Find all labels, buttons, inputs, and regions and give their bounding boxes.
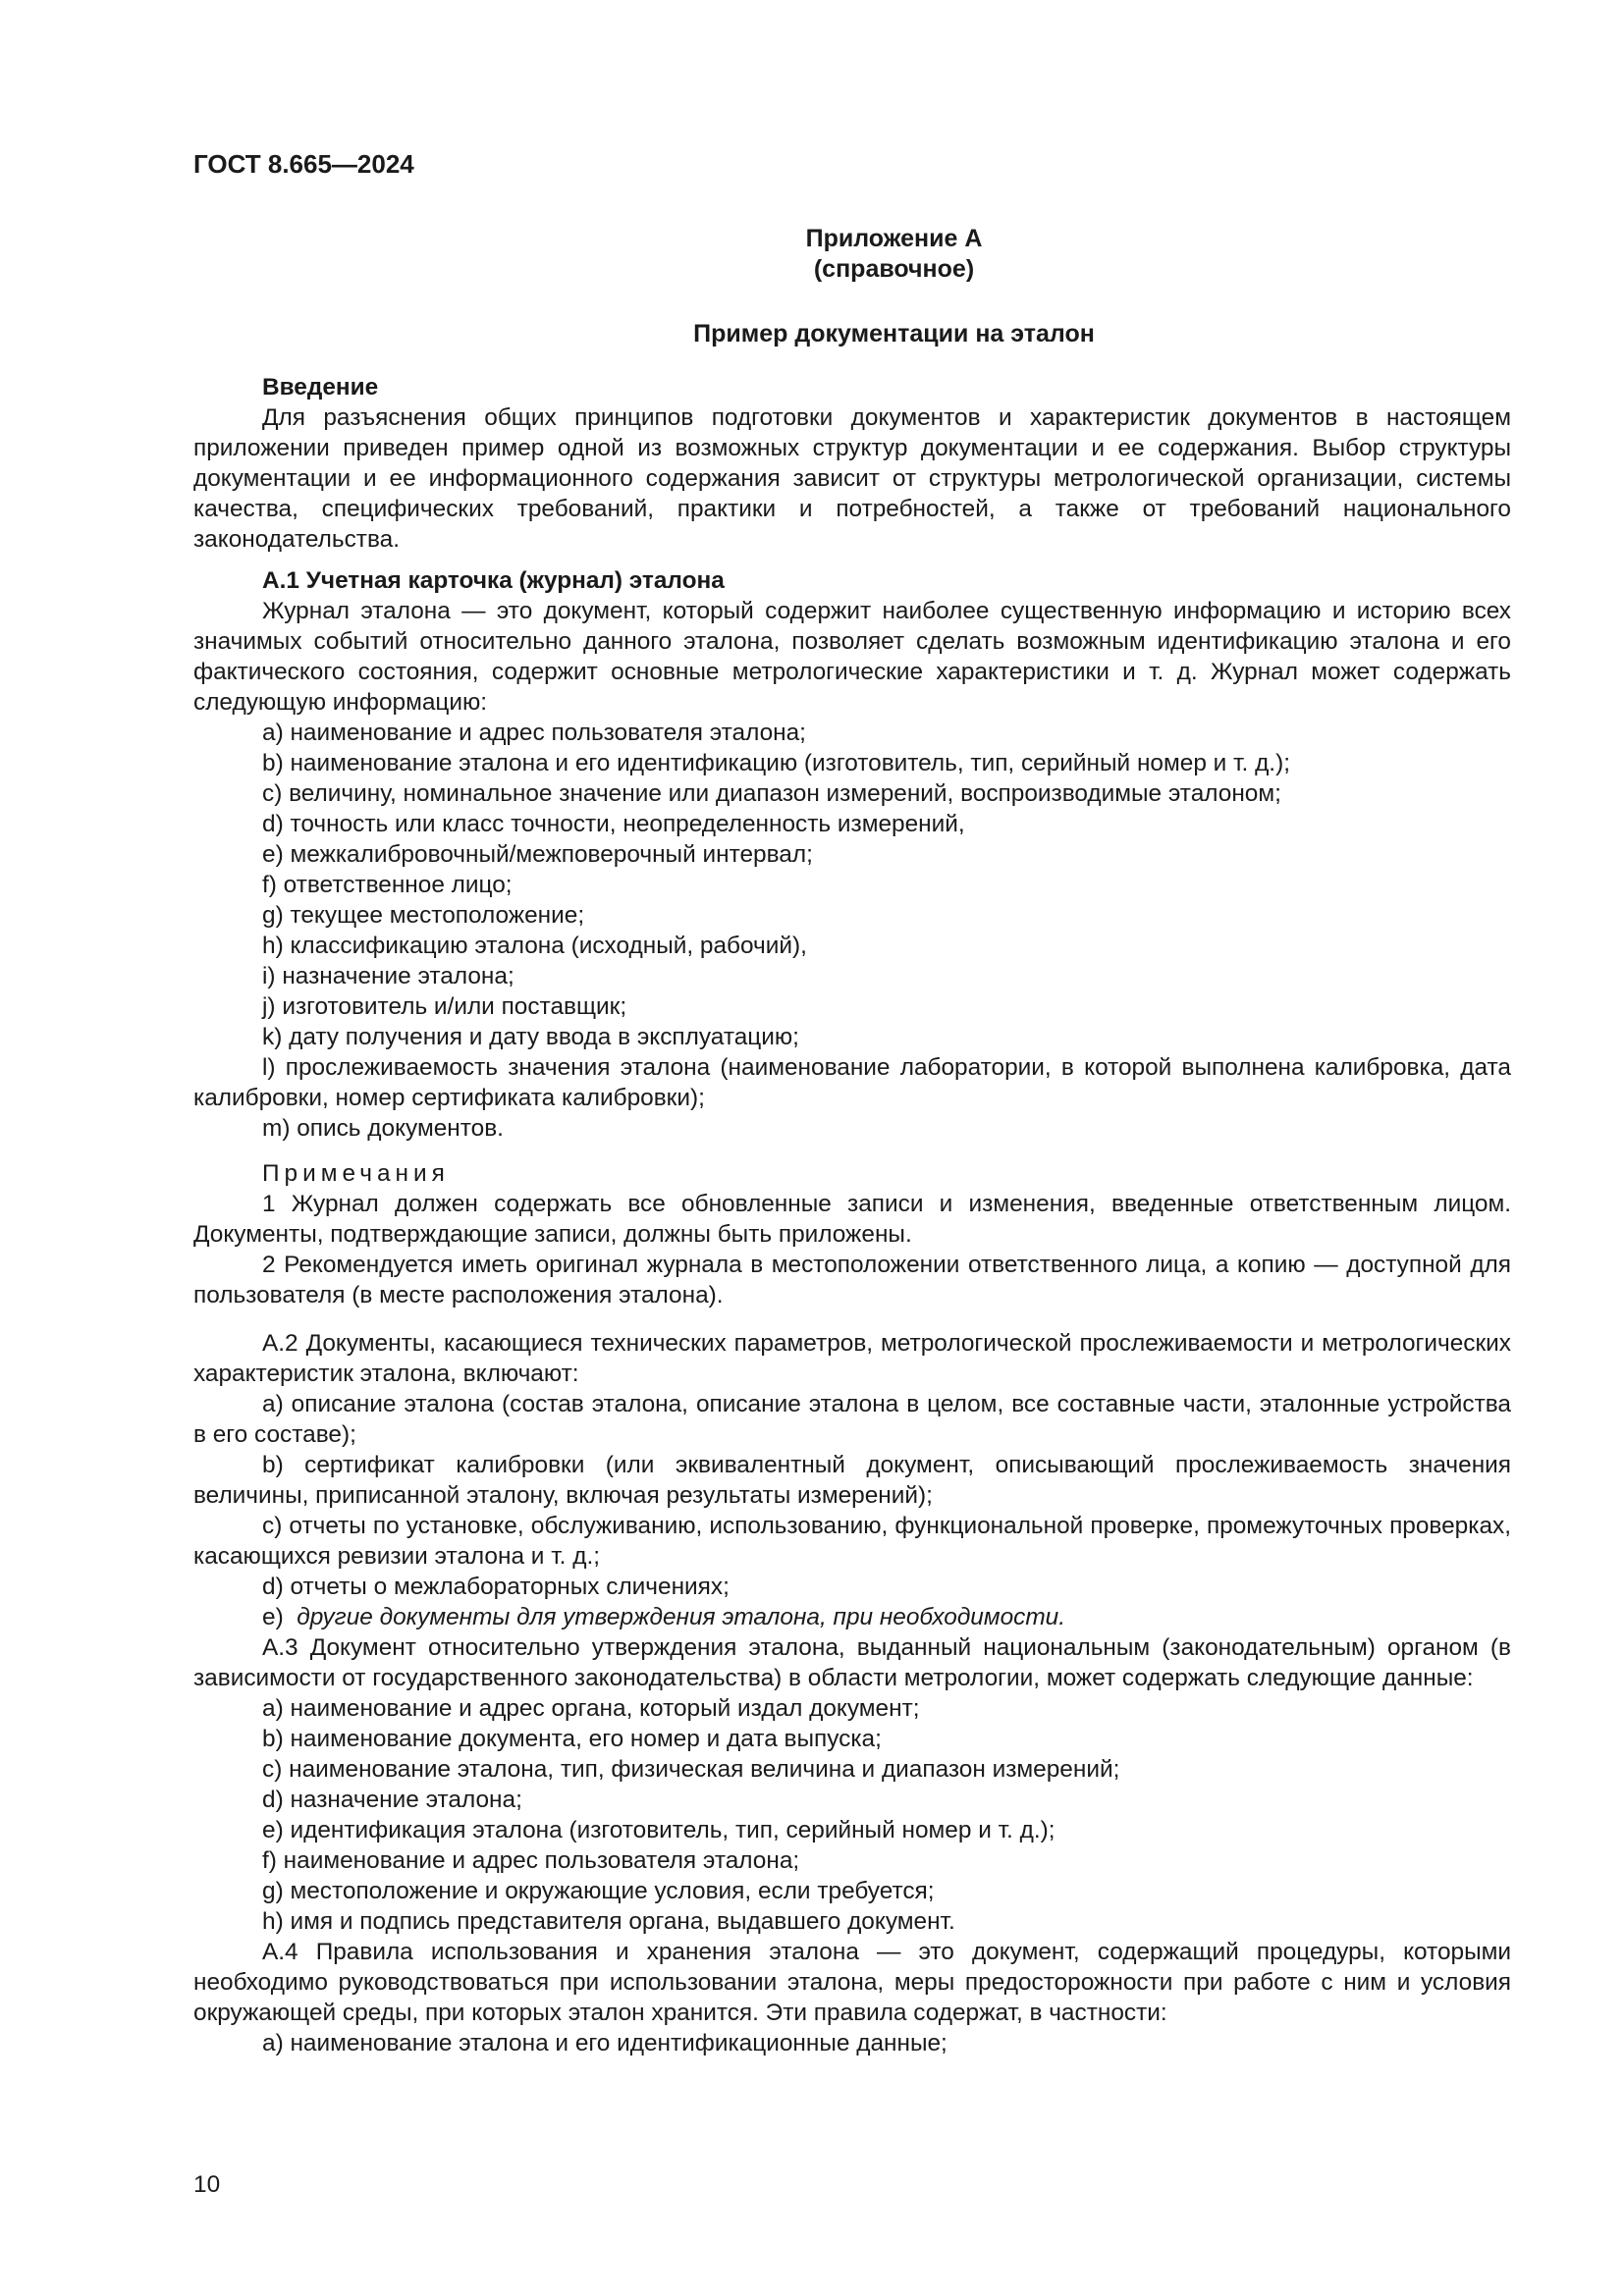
list-item: b) наименование эталона и его идентификацию (изготовитель, тип, серийный номер и т. д.); (262, 750, 1290, 776)
list-item: h) имя и подпись представителя органа, выдавшего документ. (262, 1908, 955, 1935)
list-item: g) текущее местоположение; (262, 902, 585, 929)
list-item: m) опись документов. (262, 1115, 504, 1142)
list-item (193, 1602, 1511, 1632)
list-item: f) наименование и адрес пользователя эталона; (262, 1847, 800, 1874)
list-item: c) величину, номинальное значение или диапазон измерений, воспроизводимые эталоном; (262, 780, 1281, 807)
list-item: i) назначение эталона; (262, 963, 514, 989)
list-item: e) межкалибровочный/межповерочный интервал; (262, 841, 813, 868)
section-a2-paragraph: А.2 Документы, касающиеся технических параметров, метрологической прослеживаемости и метрологических характеристик эталона, включают: (193, 1330, 1511, 1387)
notes-heading: Примечания (262, 1160, 450, 1187)
appendix-subtitle: (справочное) (813, 255, 975, 283)
list-item: c) отчеты по установке, обслуживанию, использованию, функциональной проверке, промежуточных проверках, касающихся ревизии эталона и т. д.; (193, 1513, 1511, 1570)
list-item: a) наименование эталона и его идентификационные данные; (262, 2030, 947, 2056)
list-item: b) сертификат калибровки (или эквивалентный документ, описывающий прослеживаемость значения величины, приписанной эталону, включая результаты измерений); (193, 1452, 1511, 1509)
section-a3-paragraph: А.3 Документ относительно утверждения эталона, выданный национальным (законодательным) органом (в зависимости от государственного законодательства) в области метрологии, может содержать следующие данные: (193, 1634, 1511, 1691)
list-item: f) ответственное лицо; (262, 872, 513, 898)
appendix-title: Приложение А (805, 225, 983, 252)
list-item-label: e) (262, 1604, 298, 1630)
list-item: b) наименование документа, его номер и дата выпуска; (262, 1726, 882, 1752)
list-item: e) идентификация эталона (изготовитель, тип, серийный номер и т. д.); (262, 1817, 1056, 1843)
list-item: d) назначение эталона; (262, 1787, 522, 1813)
list-item: h) классификацию эталона (исходный, рабочий), (262, 933, 807, 959)
list-item: g) местоположение и окружающие условия, если требуется; (262, 1878, 935, 1904)
list-item: d) точность или класс точности, неопределенность измерений, (262, 811, 965, 837)
page-number: 10 (193, 2171, 221, 2198)
list-item: c) наименование эталона, тип, физическая величина и диапазон измерений; (262, 1756, 1120, 1783)
list-item: j) изготовитель и/или поставщик; (262, 993, 627, 1020)
intro-heading: Введение (262, 374, 379, 400)
list-item: a) наименование и адрес органа, который издал документ; (262, 1695, 920, 1722)
list-item-italic-text: другие документы для утверждения эталона, при необходимости. (297, 1604, 1065, 1630)
intro-paragraph: Для разъяснения общих принципов подготовки документов и характеристик документов в настоящем приложении приведен пример одной из возможных структур документации и ее содержания. Выбор структуры документации и ее информационного содержания зависит от структуры метрологической организации, системы качества, специфических требований, практики и потребностей, а также от требований национального законодательства. (193, 404, 1511, 553)
section-a1-heading: А.1 Учетная карточка (журнал) эталона (262, 567, 725, 594)
list-item: l) прослеживаемость значения эталона (наименование лаборатории, в которой выполнена калибровка, дата калибровки, номер сертификата калибровки); (193, 1054, 1511, 1111)
note-item: 2 Рекомендуется иметь оригинал журнала в местоположении ответственного лица, а копию — доступной для пользователя (в месте расположения эталона). (193, 1252, 1511, 1308)
list-item: a) наименование и адрес пользователя эталона; (262, 720, 806, 746)
list-item: k) дату получения и дату ввода в эксплуатацию; (262, 1024, 799, 1050)
list-item: a) описание эталона (состав эталона, описание эталона в целом, все составные части, эталонные устройства в его составе); (193, 1391, 1511, 1448)
section-a1-paragraph: Журнал эталона — это документ, который содержит наиболее существенную информацию и историю всех значимых событий относительно данного эталона, позволяет сделать возможным идентификацию эталона и его фактического состояния, содержит основные метрологические характеристики и т. д. Журнал может содержать следующую информацию: (193, 598, 1511, 716)
appendix-document-title: Пример документации на эталон (693, 320, 1095, 347)
note-item: 1 Журнал должен содержать все обновленные записи и изменения, введенные ответственным лицом. Документы, подтверждающие записи, должны быть приложены. (193, 1191, 1511, 1248)
document-body (193, 224, 1511, 2058)
section-a4-paragraph: А.4 Правила использования и хранения эталона — это документ, содержащий процедуры, которыми необходимо руководствоваться при использовании эталона, меры предосторожности при работе с ним и условия окружающей среды, при которых эталон хранится. Эти правила содержат, в частности: (193, 1939, 1511, 2026)
list-item: d) отчеты о межлабораторных сличениях; (262, 1574, 730, 1600)
document-code: ГОСТ 8.665—2024 (193, 149, 414, 179)
